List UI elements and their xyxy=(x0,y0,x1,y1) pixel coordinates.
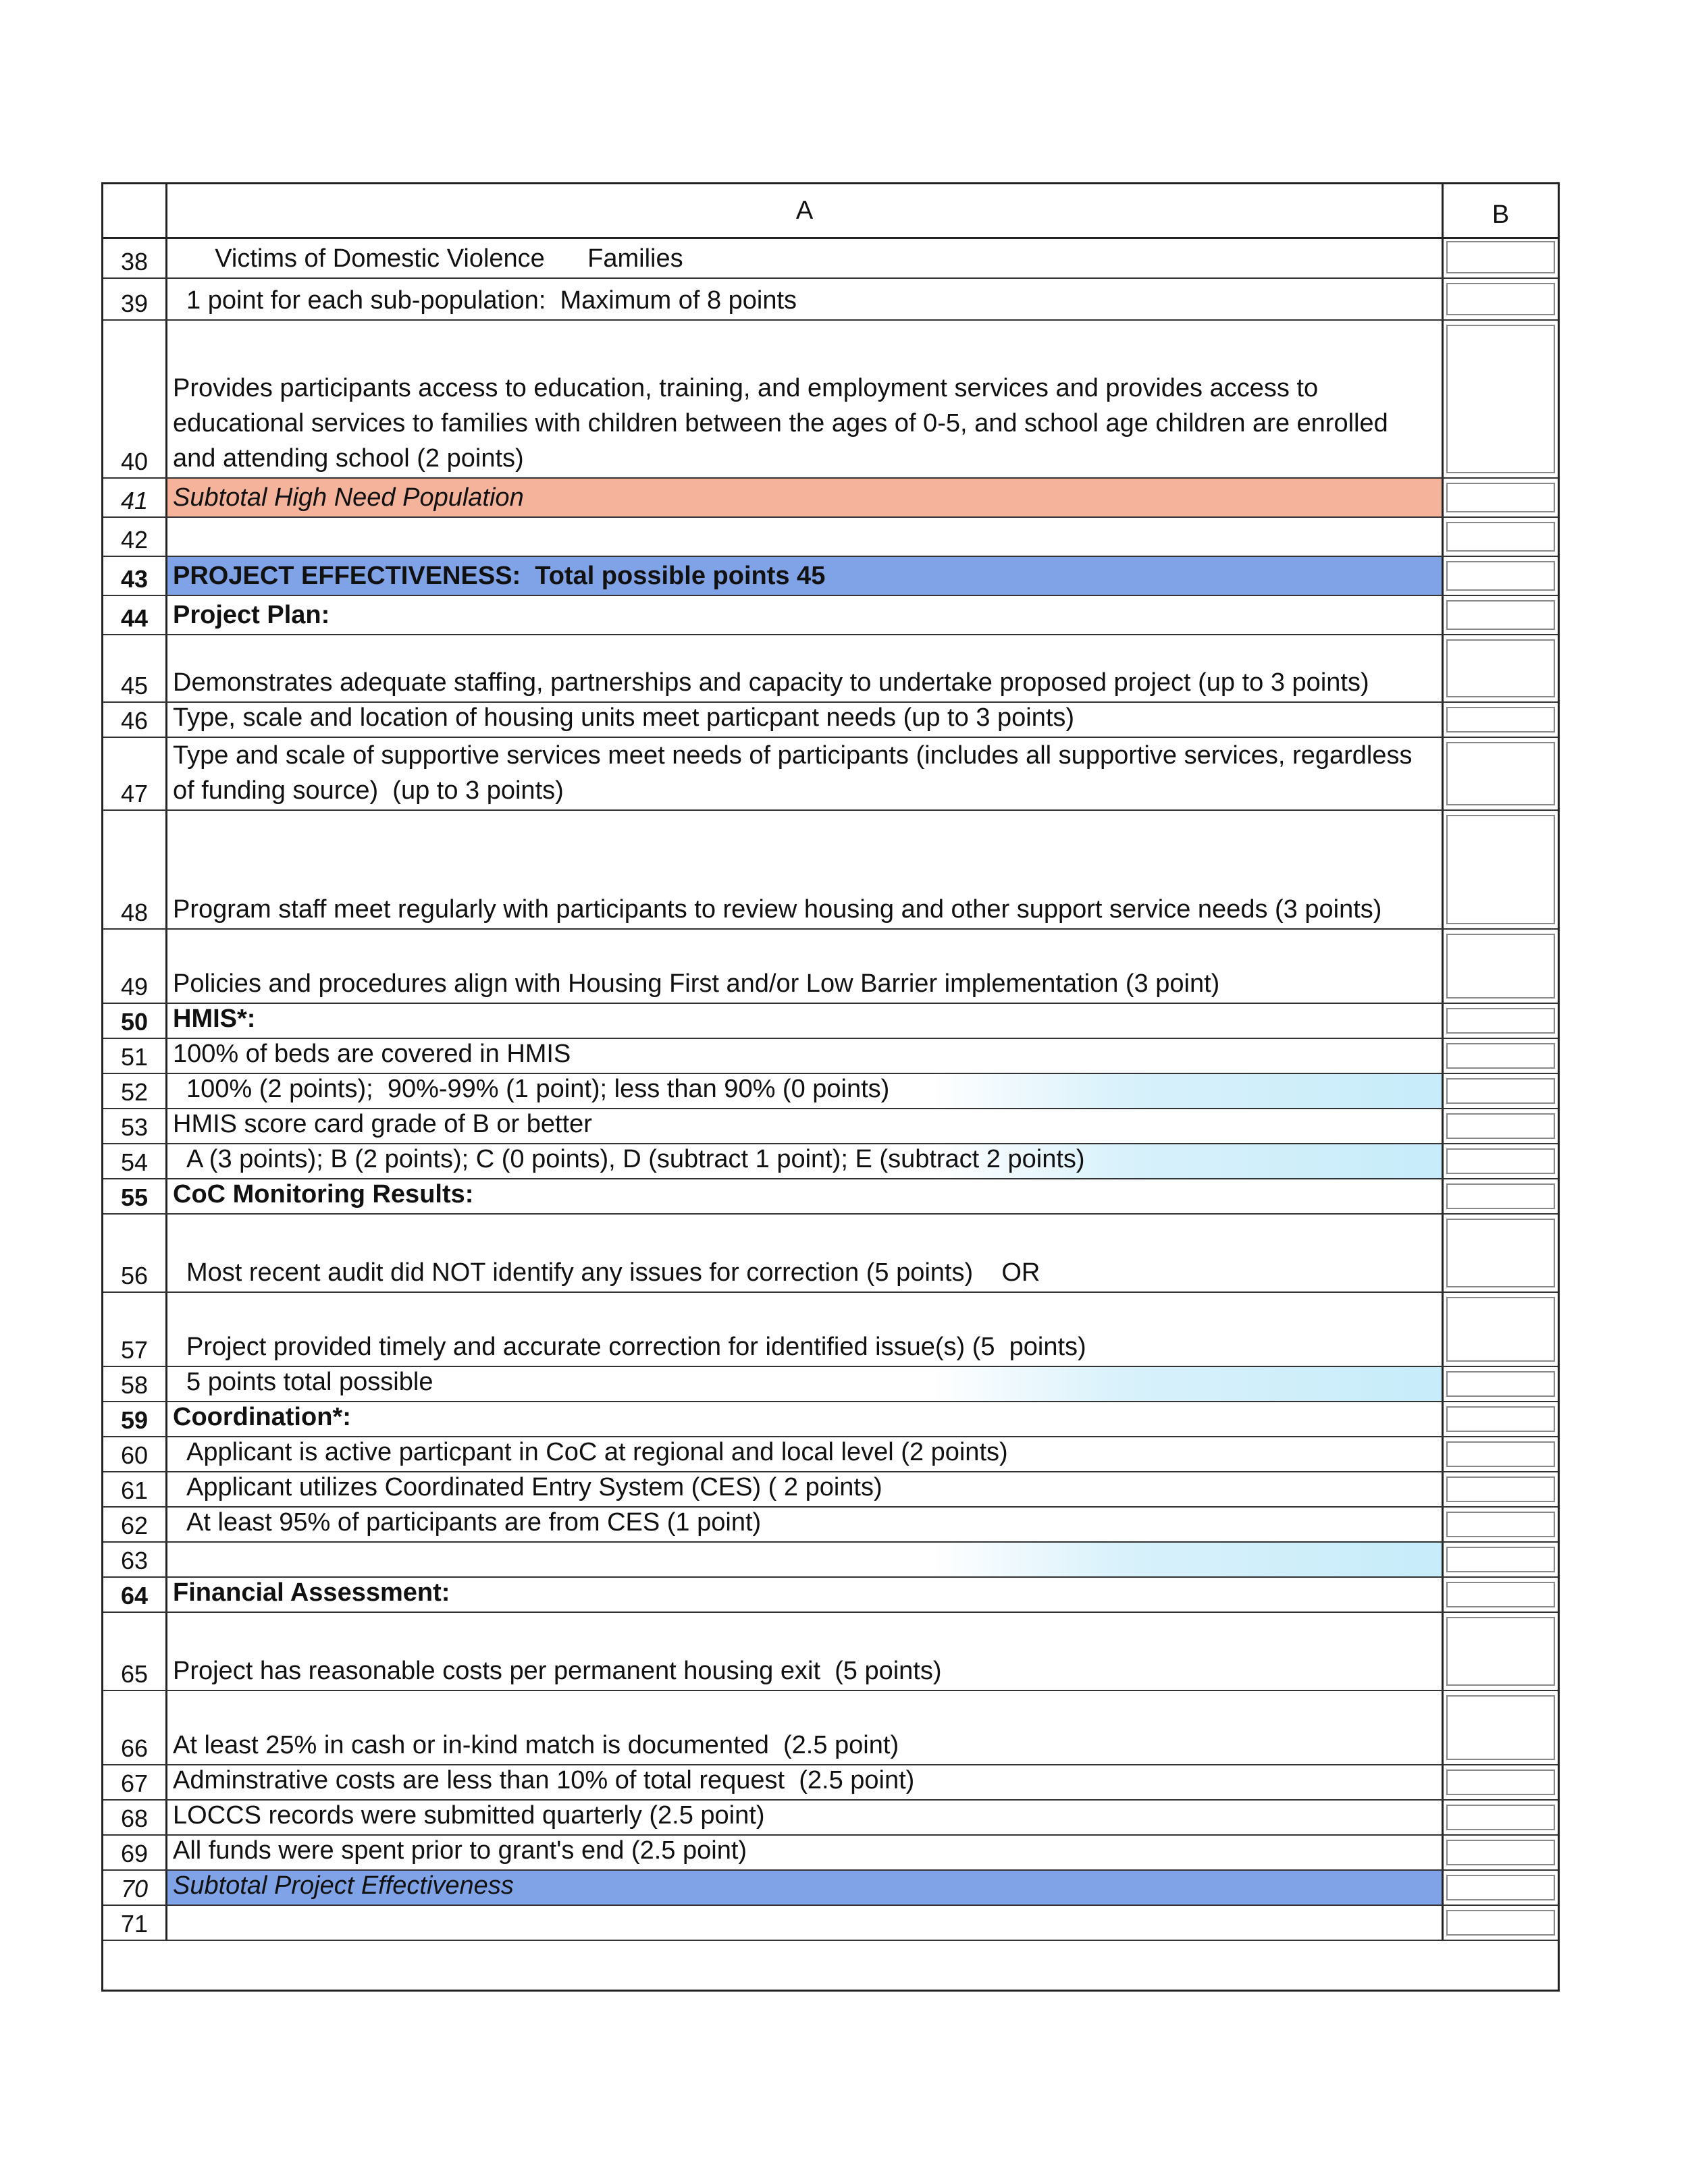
cell-a[interactable]: All funds were spent prior to grant's end (2.5 point) xyxy=(167,1836,1444,1869)
row-number[interactable]: 42 xyxy=(103,518,167,556)
cell-a[interactable]: Subtotal High Need Population xyxy=(167,479,1444,516)
table-row xyxy=(103,1578,1558,1613)
cell-b[interactable] xyxy=(1444,596,1558,634)
row-number[interactable]: 67 xyxy=(103,1765,167,1799)
cell-b[interactable] xyxy=(1444,1144,1558,1178)
score-box xyxy=(1446,1547,1555,1572)
row-number[interactable]: 64 xyxy=(103,1578,167,1612)
table-row xyxy=(103,1144,1558,1179)
score-box xyxy=(1446,1008,1555,1034)
cell-b[interactable] xyxy=(1444,1437,1558,1471)
score-box xyxy=(1446,1910,1555,1936)
cell-b[interactable] xyxy=(1444,1215,1558,1291)
score-box xyxy=(1446,1078,1555,1104)
row-number[interactable]: 65 xyxy=(103,1613,167,1690)
table-row xyxy=(103,279,1558,321)
cell-b[interactable] xyxy=(1444,1293,1558,1366)
row-number[interactable]: 44 xyxy=(103,596,167,634)
cell-b[interactable] xyxy=(1444,1906,1558,1940)
cell-b[interactable] xyxy=(1444,1508,1558,1541)
table-row xyxy=(103,1871,1558,1906)
cell-a[interactable]: 5 points total possible xyxy=(167,1367,1444,1401)
cell-a[interactable]: Financial Assessment: xyxy=(167,1578,1444,1612)
cell-b[interactable] xyxy=(1444,1871,1558,1905)
row-number[interactable]: 48 xyxy=(103,811,167,928)
cell-a[interactable]: Adminstrative costs are less than 10% of total request (2.5 point) xyxy=(167,1765,1444,1799)
table-row xyxy=(103,1215,1558,1293)
row-number[interactable]: 43 xyxy=(103,557,167,595)
cell-a[interactable]: Provides participants access to education, training, and employment services and provides access to educational services to families with children between the ages of 0-5, and school age children are enrolled and attending school (2 points) xyxy=(167,321,1444,477)
table-row xyxy=(103,738,1558,811)
cell-a[interactable]: Project has reasonable costs per permanent housing exit (5 points) xyxy=(167,1613,1444,1690)
cell-b[interactable] xyxy=(1444,738,1558,809)
score-box xyxy=(1446,815,1555,924)
score-box xyxy=(1446,1297,1555,1362)
row-number[interactable]: 47 xyxy=(103,738,167,809)
score-box xyxy=(1446,1219,1555,1287)
score-box xyxy=(1446,1043,1555,1069)
score-box xyxy=(1446,1371,1555,1397)
row-number[interactable]: 66 xyxy=(103,1691,167,1764)
cell-a[interactable]: Applicant utilizes Coordinated Entry System (CES) ( 2 points) xyxy=(167,1472,1444,1506)
table-row xyxy=(103,596,1558,635)
row-number[interactable]: 53 xyxy=(103,1109,167,1143)
cell-b[interactable] xyxy=(1444,1074,1558,1108)
row-number[interactable]: 50 xyxy=(103,1004,167,1038)
score-box xyxy=(1446,600,1555,630)
cell-a[interactable]: LOCCS records were submitted quarterly (2.5 point) xyxy=(167,1801,1444,1834)
table-row xyxy=(103,1508,1558,1543)
row-number[interactable]: 52 xyxy=(103,1074,167,1108)
row-number[interactable]: 39 xyxy=(103,279,167,319)
row-number[interactable]: 40 xyxy=(103,321,167,477)
row-number[interactable]: 63 xyxy=(103,1543,167,1576)
table-row xyxy=(103,479,1558,518)
table-row xyxy=(103,1367,1558,1402)
cell-b[interactable] xyxy=(1444,1179,1558,1213)
row-number[interactable]: 59 xyxy=(103,1402,167,1436)
table-row xyxy=(103,930,1558,1004)
row-number[interactable]: 51 xyxy=(103,1039,167,1073)
cell-b[interactable] xyxy=(1444,811,1558,928)
cell-a[interactable]: HMIS*: xyxy=(167,1004,1444,1038)
score-box xyxy=(1446,1875,1555,1900)
cell-a[interactable]: Project provided timely and accurate correction for identified issue(s) (5 points) xyxy=(167,1293,1444,1366)
table-row xyxy=(103,1543,1558,1578)
score-box xyxy=(1446,1695,1555,1760)
table-row xyxy=(103,1039,1558,1074)
score-box xyxy=(1446,561,1555,591)
cell-a[interactable]: CoC Monitoring Results: xyxy=(167,1179,1444,1213)
cell-a[interactable]: Subtotal Project Effectiveness xyxy=(167,1871,1444,1905)
table-row xyxy=(103,518,1558,557)
cell-a[interactable]: Type, scale and location of housing units meet particpant needs (up to 3 points) xyxy=(167,703,1444,737)
table-row xyxy=(103,321,1558,479)
score-box xyxy=(1446,483,1555,512)
score-box xyxy=(1446,1617,1555,1686)
table-row xyxy=(103,635,1558,703)
table-row xyxy=(103,1613,1558,1691)
row-number[interactable]: 68 xyxy=(103,1801,167,1834)
row-number[interactable]: 56 xyxy=(103,1215,167,1291)
row-number[interactable]: 70 xyxy=(103,1871,167,1905)
score-box xyxy=(1446,1769,1555,1795)
row-number[interactable]: 61 xyxy=(103,1472,167,1506)
cell-b[interactable] xyxy=(1444,1543,1558,1576)
corner-cell xyxy=(103,184,167,237)
row-number[interactable]: 41 xyxy=(103,479,167,516)
table-row xyxy=(103,1801,1558,1836)
score-box xyxy=(1446,1113,1555,1139)
row-number[interactable]: 45 xyxy=(103,635,167,701)
row-number[interactable]: 58 xyxy=(103,1367,167,1401)
table-row xyxy=(103,1836,1558,1871)
cell-b[interactable] xyxy=(1444,1004,1558,1038)
row-number[interactable]: 69 xyxy=(103,1836,167,1869)
row-number[interactable]: 60 xyxy=(103,1437,167,1471)
score-box xyxy=(1446,283,1555,315)
score-box xyxy=(1446,934,1555,998)
cell-b[interactable] xyxy=(1444,1691,1558,1764)
cell-b[interactable] xyxy=(1444,703,1558,737)
cell-a[interactable]: Most recent audit did NOT identify any issues for correction (5 points) OR xyxy=(167,1215,1444,1291)
table-row xyxy=(103,1691,1558,1765)
row-number[interactable]: 71 xyxy=(103,1906,167,1940)
cell-b[interactable] xyxy=(1444,1109,1558,1143)
cell-a[interactable]: Applicant is active particpant in CoC at regional and local level (2 points) xyxy=(167,1437,1444,1471)
score-box xyxy=(1446,1512,1555,1537)
score-box xyxy=(1446,1582,1555,1607)
cell-b[interactable] xyxy=(1444,1613,1558,1690)
cell-b[interactable] xyxy=(1444,1578,1558,1612)
score-box xyxy=(1446,325,1555,473)
score-box xyxy=(1446,1148,1555,1174)
cell-a[interactable]: Type and scale of supportive services meet needs of participants (includes all supportive services, regardless of funding source) (up to 3 points) xyxy=(167,738,1444,809)
row-number[interactable]: 62 xyxy=(103,1508,167,1541)
cell-a[interactable]: Coordination*: xyxy=(167,1402,1444,1436)
table-row xyxy=(103,1004,1558,1039)
score-box xyxy=(1446,1406,1555,1432)
cell-a[interactable]: 100% of beds are covered in HMIS xyxy=(167,1039,1444,1073)
score-box xyxy=(1446,1476,1555,1502)
table-row xyxy=(103,1402,1558,1437)
cell-a[interactable]: At least 25% in cash or in-kind match is documented (2.5 point) xyxy=(167,1691,1444,1764)
cell-a[interactable]: Policies and procedures align with Housing First and/or Low Barrier implementation (3 point) xyxy=(167,930,1444,1003)
cell-a[interactable]: PROJECT EFFECTIVENESS: Total possible points 45 xyxy=(167,557,1444,595)
table-row xyxy=(103,811,1558,930)
cell-b[interactable] xyxy=(1444,1765,1558,1799)
cell-b[interactable] xyxy=(1444,321,1558,477)
cell-a[interactable]: Project Plan: xyxy=(167,596,1444,634)
cell-b[interactable] xyxy=(1444,1402,1558,1436)
cell-a[interactable]: Program staff meet regularly with participants to review housing and other support service needs (3 points) xyxy=(167,811,1444,928)
score-box xyxy=(1446,742,1555,805)
cell-b[interactable] xyxy=(1444,1367,1558,1401)
cell-a[interactable] xyxy=(167,518,1444,556)
score-box xyxy=(1446,1441,1555,1467)
table-row xyxy=(103,1074,1558,1109)
table-row xyxy=(103,557,1558,596)
cell-a[interactable]: A (3 points); B (2 points); C (0 points), D (subtract 1 point); E (subtract 2 points) xyxy=(167,1144,1444,1178)
row-number[interactable]: 49 xyxy=(103,930,167,1003)
table-row xyxy=(103,1179,1558,1215)
cell-a[interactable]: Demonstrates adequate staffing, partnerships and capacity to undertake proposed project (up to 3 points) xyxy=(167,635,1444,701)
row-number[interactable]: 38 xyxy=(103,237,167,277)
cell-a[interactable]: Victims of Domestic Violence Families xyxy=(167,237,1444,277)
cell-b[interactable] xyxy=(1444,1472,1558,1506)
row-number[interactable]: 46 xyxy=(103,703,167,737)
spreadsheet xyxy=(101,182,1560,1992)
score-box xyxy=(1446,241,1555,273)
table-row xyxy=(103,1765,1558,1801)
score-box xyxy=(1446,1183,1555,1209)
cell-b[interactable] xyxy=(1444,557,1558,595)
cell-a[interactable] xyxy=(167,1543,1444,1576)
cell-b[interactable] xyxy=(1444,930,1558,1003)
cell-b[interactable] xyxy=(1444,237,1558,277)
table-row xyxy=(103,237,1558,279)
table-row xyxy=(103,703,1558,738)
row-number[interactable]: 55 xyxy=(103,1179,167,1213)
cell-a[interactable]: HMIS score card grade of B or better xyxy=(167,1109,1444,1143)
score-box xyxy=(1446,522,1555,552)
table-row xyxy=(103,1906,1558,1941)
table-row xyxy=(103,1472,1558,1508)
cell-b[interactable] xyxy=(1444,1039,1558,1073)
cell-b[interactable] xyxy=(1444,279,1558,319)
table-row xyxy=(103,1437,1558,1472)
column-header-row xyxy=(103,184,1558,239)
score-box xyxy=(1446,707,1555,733)
cell-b[interactable] xyxy=(1444,479,1558,516)
cell-b[interactable] xyxy=(1444,518,1558,556)
score-box xyxy=(1446,639,1555,697)
cell-a[interactable]: 1 point for each sub-population: Maximum of 8 points xyxy=(167,279,1444,319)
table-row xyxy=(103,1293,1558,1367)
cell-b[interactable] xyxy=(1444,1836,1558,1869)
column-header-a[interactable]: A xyxy=(167,184,1444,237)
column-header-b[interactable]: B xyxy=(1492,201,1510,229)
cell-a[interactable]: 100% (2 points); 90%-99% (1 point); less than 90% (0 points) xyxy=(167,1074,1444,1108)
cell-a[interactable] xyxy=(167,1906,1444,1940)
table-row xyxy=(103,1109,1558,1144)
cell-b[interactable] xyxy=(1444,635,1558,701)
score-box xyxy=(1446,1805,1555,1830)
cell-a[interactable]: At least 95% of participants are from CES (1 point) xyxy=(167,1508,1444,1541)
row-number[interactable]: 54 xyxy=(103,1144,167,1178)
score-box xyxy=(1446,1840,1555,1865)
cell-b[interactable] xyxy=(1444,1801,1558,1834)
row-number[interactable]: 57 xyxy=(103,1293,167,1366)
